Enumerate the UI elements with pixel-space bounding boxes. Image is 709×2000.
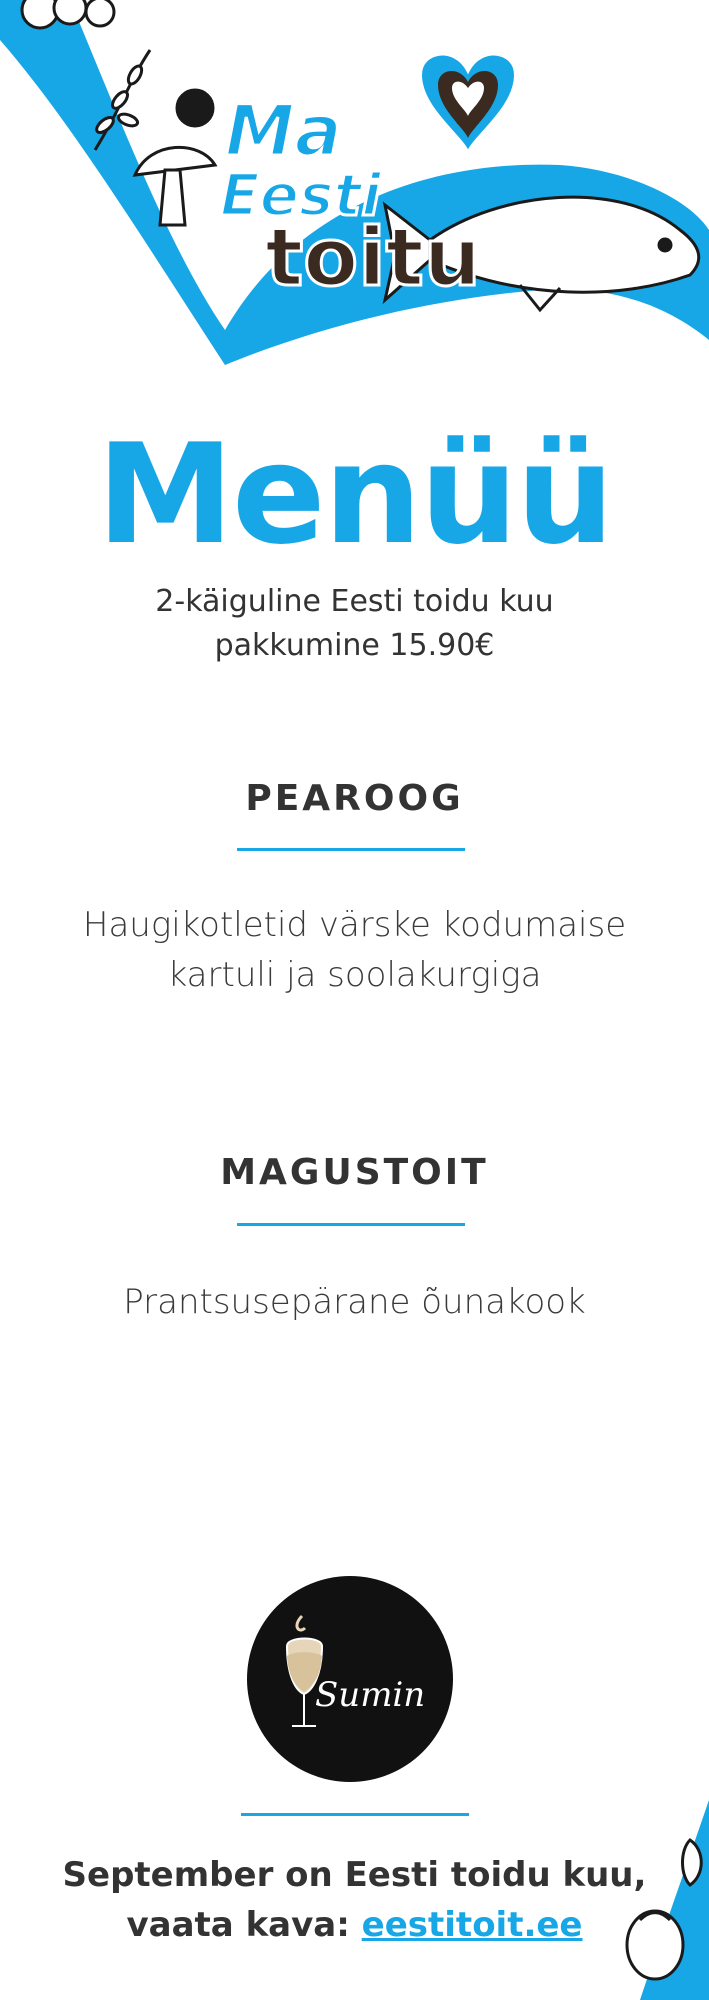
footer-line-1: September on Eesti toidu kuu, (62, 1855, 647, 1895)
logo-line1: Ma (225, 90, 342, 172)
dessert-description (0, 1277, 709, 1327)
footer-line-2 (0, 1900, 709, 1950)
footer-text (0, 1850, 709, 1950)
section-heading-main-course: PEAROOG (245, 778, 464, 819)
subtitle-line-2: pakkumine 15.90€ (214, 628, 495, 663)
section-divider (237, 848, 465, 851)
eestitoit-link[interactable]: eestitoit.ee (361, 1905, 583, 1945)
cauliflower-icon (22, 0, 114, 28)
subtitle-line-1: 2-käiguline Eesti toidu kuu (155, 584, 554, 619)
section-divider (237, 1223, 465, 1226)
dish-line: Haugikotletid värske kodumaise (82, 905, 627, 945)
dish-line: Prantsusepärane õunakook (123, 1282, 586, 1322)
section-heading-dessert: MAGUSTOIT (220, 1152, 489, 1193)
wine-glass-icon (247, 1576, 453, 1782)
menu-title: Menüü (96, 414, 613, 575)
sumin-logo (247, 1576, 453, 1782)
heart-icon (420, 54, 516, 155)
dish-line: kartuli ja soolakurgiga (167, 955, 542, 995)
menu-subtitle (0, 580, 709, 668)
header-illustration (0, 0, 709, 380)
logo-line2: Eesti (220, 161, 382, 229)
footer-line-2-prefix: vaata kava: (126, 1905, 362, 1945)
main-course-description (0, 900, 709, 1000)
logo-line3: toitu (265, 211, 481, 304)
restaurant-name: Sumin (315, 1675, 426, 1715)
